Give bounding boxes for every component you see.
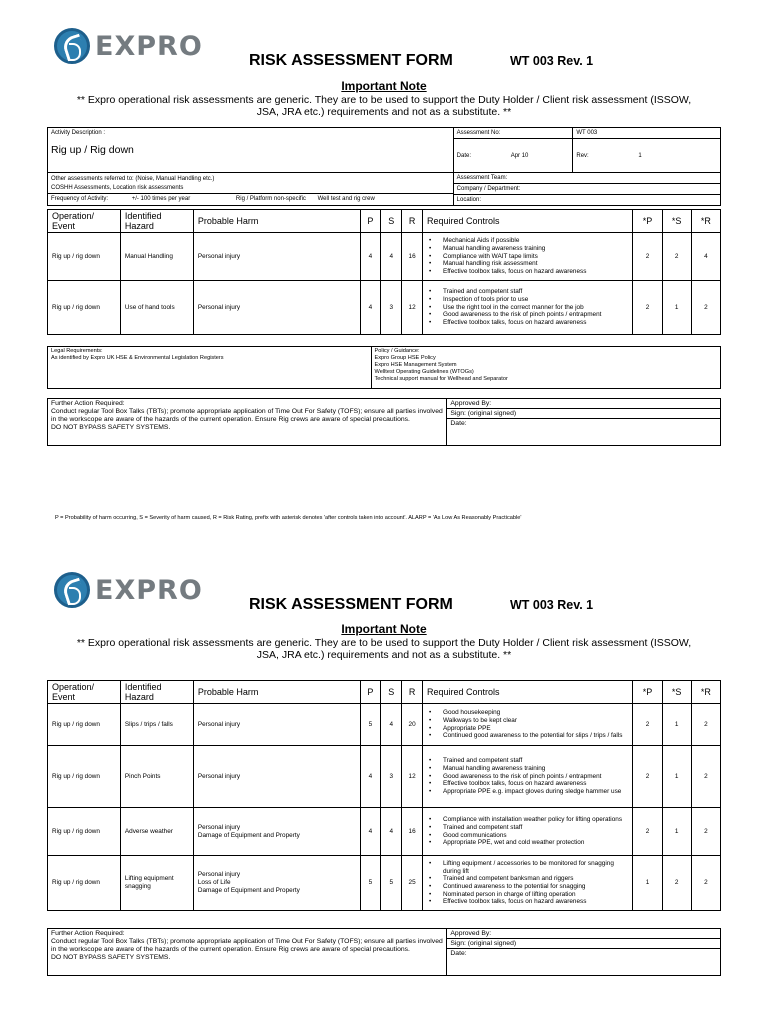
s-cell: 4 (381, 704, 402, 746)
rev-value: 1 (638, 152, 642, 159)
risk-row (48, 281, 721, 335)
s-after-cell: 1 (662, 704, 691, 746)
p-cell: 4 (360, 808, 381, 856)
control-item: • Good housekeeping (425, 709, 630, 717)
approved-by-label: Approved By: (447, 929, 720, 939)
operation-cell: Rig up / rig down (48, 233, 121, 281)
operation-cell: Rig up / rig down (48, 746, 121, 808)
hazard-cell: Adverse weather (120, 808, 193, 856)
rig-type: Rig / Platform non-specific (235, 196, 306, 202)
activity-cell (48, 128, 454, 173)
risk-row (48, 856, 721, 911)
s-after-cell: 1 (662, 281, 691, 335)
r-after-cell: 2 (691, 808, 720, 856)
operation-cell: Rig up / rig down (48, 704, 121, 746)
header-controls: Required Controls (423, 210, 633, 233)
control-item: • Trained and competent staff (425, 288, 630, 296)
controls-list (425, 288, 630, 327)
activity-label: Activity Description : (51, 130, 106, 136)
legend-footnote: P = Probability of harm occurring, S = Severity of harm caused, R = Risk Rating, prefix with asterisk denotes 'after controls taken into account'. ALARP = 'As Low As Reasonably Practicable' (55, 515, 522, 521)
controls-cell (423, 704, 633, 746)
control-item: • Effective toolbox talks, focus on hazard awareness (425, 780, 630, 788)
r-after-cell: 2 (691, 746, 720, 808)
p-after-cell: 1 (633, 856, 662, 911)
harm-cell (193, 808, 360, 856)
control-item: • Effective toolbox talks, focus on hazard awareness (425, 319, 630, 327)
r-after-cell: 2 (691, 856, 720, 911)
controls-list (425, 757, 630, 796)
control-item: • Effective toolbox talks, focus on hazard awareness (425, 898, 630, 906)
control-item: • Effective toolbox talks, focus on hazard awareness (425, 268, 630, 276)
r-cell: 12 (402, 281, 423, 335)
header-r-after: *R (691, 210, 720, 233)
further-action-title: Further Action Required: (51, 400, 125, 407)
p-after-cell: 2 (633, 233, 662, 281)
s-cell: 5 (381, 856, 402, 911)
sign-label: Sign: (original signed) (447, 939, 720, 949)
control-item: • Trained and competent staff (425, 824, 630, 832)
activity-value: Rig up / Rig down (51, 144, 134, 156)
header-hazard: Identified Hazard (120, 210, 193, 233)
further-action-warning: DO NOT BYPASS SAFETY SYSTEMS. (51, 424, 171, 431)
hazard-cell: Slips / trips / falls (120, 704, 193, 746)
r-after-cell: 4 (691, 233, 720, 281)
lion-mark-icon (54, 28, 90, 64)
frequency-label: Frequency of Activity: (51, 196, 109, 202)
p-cell: 4 (360, 746, 381, 808)
controls-cell (423, 808, 633, 856)
date-cell (453, 139, 573, 173)
header-p: P (360, 210, 381, 233)
further-action-title: Further Action Required: (51, 930, 125, 937)
control-item: • Trained and competent banksman and riggers (425, 875, 630, 883)
assessment-no-label: Assessment No: (453, 128, 573, 139)
r-cell: 16 (402, 808, 423, 856)
further-action-warning: DO NOT BYPASS SAFETY SYSTEMS. (51, 954, 171, 961)
control-item: • Good awareness to the risk of pinch points / entrapment (425, 311, 630, 319)
hazard-cell: Pinch Points (120, 746, 193, 808)
approval-cell (447, 399, 721, 446)
controls-cell (423, 856, 633, 911)
p-after-cell: 2 (633, 746, 662, 808)
header-r-after: *R (691, 681, 720, 704)
risk-table-header (48, 210, 721, 233)
important-note-title: Important Note (341, 622, 427, 636)
further-action-cell (48, 929, 447, 976)
header-s-after: *S (662, 210, 691, 233)
approval-date-label: Date: (450, 950, 467, 957)
control-item: • Lifting equipment / accessories to be monitored for snagging during lift (425, 860, 630, 875)
form-code: WT 003 Rev. 1 (510, 54, 594, 68)
assessment-team-label: Assessment Team: (454, 173, 720, 184)
rev-cell (573, 139, 721, 173)
risk-row (48, 233, 721, 281)
assessment-no-value: WT 003 (573, 128, 721, 139)
operation-cell: Rig up / rig down (48, 856, 121, 911)
approval-date-label: Date: (450, 420, 467, 427)
risk-table-1-body (48, 233, 721, 335)
frequency-value: +/- 100 times per year (131, 196, 191, 202)
p-cell: 4 (360, 281, 381, 335)
legal-title: Legal Requirements: (51, 348, 103, 354)
risk-row (48, 704, 721, 746)
header-hazard: Identified Hazard (120, 681, 193, 704)
risk-table-2 (47, 680, 721, 911)
control-item: • Good communications (425, 832, 630, 840)
s-cell: 3 (381, 746, 402, 808)
r-after-cell: 2 (691, 704, 720, 746)
header-operation: Operation/ Event (48, 681, 121, 704)
further-action-text: Conduct regular Tool Box Talks (TBTs); promote appropriate application of Time Out For Safety (TOFS); ensure all parties involved in the workscope are aware of the hazards of the current operation. Ensure Rig crews are aware of special precautions. (51, 408, 443, 423)
control-item: • Manual handling awareness training (425, 245, 630, 253)
risk-table-1 (47, 209, 721, 335)
risk-table-2-body (48, 704, 721, 911)
further-action-cell (48, 399, 447, 446)
form-code: WT 003 Rev. 1 (510, 598, 594, 612)
harm-line: Damage of Equipment and Property (197, 887, 300, 894)
r-after-cell: 2 (691, 281, 720, 335)
company-label: Company / Department: (454, 184, 720, 195)
r-cell: 16 (402, 233, 423, 281)
header-s-after: *S (662, 681, 691, 704)
header-controls: Required Controls (423, 681, 633, 704)
control-item: • Nominated person in charge of lifting operation (425, 891, 630, 899)
control-item: • Manual handling awareness training (425, 765, 630, 773)
hazard-cell: Manual Handling (120, 233, 193, 281)
header-operation: Operation/ Event (48, 210, 121, 233)
location-label: Location: (456, 197, 482, 203)
harm-cell (193, 746, 360, 808)
controls-cell (423, 281, 633, 335)
legal-policy-table (47, 346, 721, 389)
policy-line: Expro HSE Management System (374, 362, 457, 368)
risk-row (48, 746, 721, 808)
controls-list (425, 237, 630, 276)
policy-line: Welltest Operating Guidelines (WTOGs) (374, 369, 474, 375)
header-harm: Probable Harm (193, 210, 360, 233)
coshh-text: COSHH Assessments, Location risk assessments (51, 185, 184, 191)
p-cell: 4 (360, 233, 381, 281)
other-assessments-cell (48, 173, 454, 206)
control-item: • Appropriate PPE, wet and cold weather protection (425, 839, 630, 847)
assessment-info-table (47, 127, 721, 206)
harm-cell (193, 704, 360, 746)
controls-list (425, 860, 630, 906)
policy-line: Expro Group HSE Policy (374, 355, 436, 361)
header-p: P (360, 681, 381, 704)
s-after-cell: 1 (662, 746, 691, 808)
control-item: • Inspection of tools prior to use (425, 296, 630, 304)
harm-line: Personal injury (197, 871, 241, 878)
date-value: Apr 10 (510, 152, 529, 159)
team-cell (453, 173, 720, 206)
s-after-cell: 2 (662, 856, 691, 911)
r-cell: 20 (402, 704, 423, 746)
harm-line: Personal injury (197, 823, 241, 831)
header-p-after: *P (633, 210, 662, 233)
other-assessments-label: Other assessments referred to: (Noise, Manual Handling etc.) (51, 176, 215, 182)
r-cell: 12 (402, 746, 423, 808)
risk-table-header (48, 681, 721, 704)
important-note-text: ** Expro operational risk assessments are generic. They are to be used to support the Duty Holder / Client risk assessment (ISSOW, JSA, JRA etc.) requirements and not as a substitute. ** (76, 94, 692, 118)
harm-line: Personal injury (197, 720, 241, 728)
p-after-cell: 2 (633, 704, 662, 746)
sign-label: Sign: (original signed) (447, 409, 720, 419)
expro-logo (54, 28, 214, 66)
p-after-cell: 2 (633, 281, 662, 335)
policy-line: Technical support manual for Wellhead and Separator (374, 376, 508, 382)
header-p-after: *P (633, 681, 662, 704)
lion-mark-icon (54, 572, 90, 608)
p-after-cell: 2 (633, 808, 662, 856)
harm-cell (193, 233, 360, 281)
important-note-title: Important Note (341, 79, 427, 93)
s-cell: 4 (381, 233, 402, 281)
harm-line: Loss of Life (197, 879, 231, 886)
policy-line: Policy / Guidance: (374, 348, 420, 354)
further-action-table-1 (47, 398, 721, 446)
s-after-cell: 1 (662, 808, 691, 856)
controls-cell (423, 746, 633, 808)
harm-line: Personal injury (197, 252, 241, 260)
harm-cell (193, 281, 360, 335)
harm-line: Damage of Equipment and Property (197, 831, 300, 839)
r-cell: 25 (402, 856, 423, 911)
harm-cell (193, 856, 360, 911)
control-item: • Continued good awareness to the potential for slips / trips / falls (425, 732, 630, 740)
control-item: • Appropriate PPE e.g. impact gloves during sledge hammer use (425, 788, 630, 796)
control-item: • Appropriate PPE (425, 725, 630, 733)
p-cell: 5 (360, 856, 381, 911)
control-item: • Use the right tool in the correct manner for the job (425, 304, 630, 312)
controls-list (425, 709, 630, 740)
form-title: RISK ASSESSMENT FORM (249, 596, 453, 613)
control-item: • Trained and competent staff (425, 757, 630, 765)
s-cell: 4 (381, 808, 402, 856)
important-note-text: ** Expro operational risk assessments are generic. They are to be used to support the Duty Holder / Client risk assessment (ISSOW, JSA, JRA etc.) requirements and not as a substitute. ** (76, 637, 692, 661)
s-cell: 3 (381, 281, 402, 335)
control-item: • Compliance with installation weather policy for lifting operations (425, 816, 630, 824)
logo-wordmark: EXPRO (95, 575, 203, 606)
further-action-text: Conduct regular Tool Box Talks (TBTs); promote appropriate application of Time Out For Safety (TOFS); ensure all parties involved in the workscope are aware of the hazards of the current operation. Ensure Rig crews are aware of special precautions. (51, 938, 443, 953)
header-harm: Probable Harm (193, 681, 360, 704)
legal-text: As identified by Expro UK HSE & Environmental Legislation Registers (51, 355, 224, 361)
expro-logo (54, 572, 214, 610)
risk-row (48, 808, 721, 856)
s-after-cell: 2 (662, 233, 691, 281)
policy-guidance-cell (371, 347, 720, 389)
controls-cell (423, 233, 633, 281)
hazard-cell: Lifting equipment snagging (120, 856, 193, 911)
harm-line: Personal injury (197, 303, 241, 311)
control-item: • Good awareness to the risk of pinch points / entrapment (425, 773, 630, 781)
form-title: RISK ASSESSMENT FORM (249, 52, 453, 69)
hazard-cell: Use of hand tools (120, 281, 193, 335)
logo-wordmark: EXPRO (95, 31, 203, 62)
header-r: R (402, 210, 423, 233)
control-item: • Continued awareness to the potential for snagging (425, 883, 630, 891)
rev-label: Rev: (576, 152, 589, 159)
header-s: S (381, 681, 402, 704)
operation-cell: Rig up / rig down (48, 281, 121, 335)
date-label: Date: (456, 152, 472, 159)
approval-cell (447, 929, 721, 976)
control-item: • Walkways to be kept clear (425, 717, 630, 725)
control-item: • Mechanical Aids if possible (425, 237, 630, 245)
harm-line: Personal injury (197, 772, 241, 780)
header-r: R (402, 681, 423, 704)
header-s: S (381, 210, 402, 233)
control-item: • Manual handling risk assessment (425, 260, 630, 268)
control-item: • Compliance with WAIT tape limits (425, 253, 630, 261)
approved-by-label: Approved By: (447, 399, 720, 409)
further-action-table-2 (47, 928, 721, 976)
controls-list (425, 816, 630, 847)
operation-cell: Rig up / rig down (48, 808, 121, 856)
frequency-row (48, 193, 453, 204)
legal-requirements-cell (48, 347, 372, 389)
p-cell: 5 (360, 704, 381, 746)
wellsite-crew: Well test and rig crew (317, 196, 375, 202)
